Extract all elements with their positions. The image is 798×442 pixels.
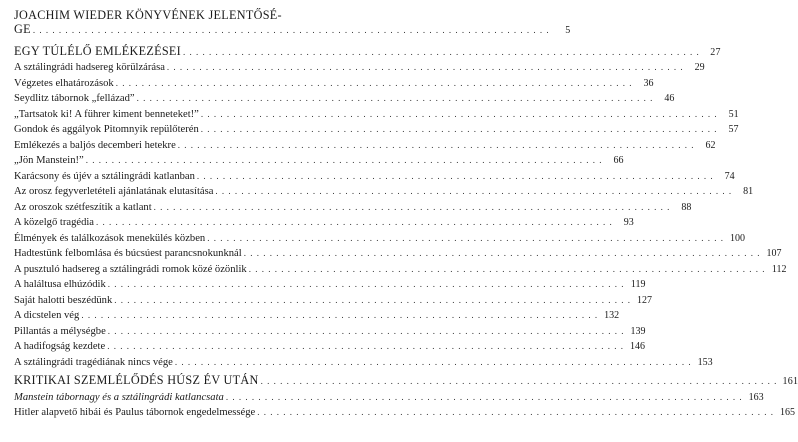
toc-chapter-title: Hitler alapvető hibái és Paulus tábornok engedelmessége [14, 407, 256, 418]
toc-part-title-continuation: GE [14, 22, 31, 36]
toc-chapter-title: „Tartsatok ki! A führer kiment benneteket!” [14, 108, 199, 120]
toc-page-number: 153 [697, 356, 713, 368]
dot-leader [33, 23, 550, 38]
toc-page-number: 29 [694, 62, 705, 73]
toc-page-number: 139 [630, 325, 646, 337]
dot-leader [81, 308, 598, 323]
toc-chapter-title: A sztálingrádi hadsereg körülzárása [14, 62, 165, 73]
toc-chapter-entry[interactable] [14, 231, 745, 247]
toc-page-number: 81 [743, 186, 754, 197]
dot-leader [261, 374, 778, 389]
toc-chapter-title: „Jön Manstein!” [14, 155, 84, 166]
toc-page-number: 119 [630, 279, 646, 290]
toc-page-number: 51 [728, 108, 739, 120]
toc-chapter-list [14, 390, 795, 421]
toc-page-number: 146 [629, 341, 645, 352]
dot-leader [197, 169, 714, 184]
toc-chapter-list [14, 60, 787, 370]
toc-page-number: 112 [771, 263, 787, 275]
toc-chapter-entry[interactable] [14, 324, 646, 340]
dot-leader [96, 215, 613, 230]
toc-chapter-title: Hadtestünk felbomlása és búcsúest parancsnokunknál [14, 248, 242, 259]
toc-page-number: 163 [748, 391, 764, 403]
toc-chapter-entry[interactable] [14, 246, 782, 262]
toc-chapter-entry[interactable] [14, 153, 624, 169]
toc-chapter-title: A haláltusa elhúzódik [14, 279, 106, 290]
toc-chapter-title: Élmények és találkozások menekülés közben [14, 232, 206, 244]
toc-page-number: 5 [565, 25, 571, 36]
toc-page-number: 93 [623, 217, 634, 228]
toc-page-number: 165 [779, 407, 795, 418]
toc-page-number: 27 [710, 46, 721, 58]
toc-chapter-title: Pillantás a mélységbe [14, 325, 106, 337]
toc-chapter-entry[interactable] [14, 262, 787, 278]
toc-page-number: 161 [782, 376, 798, 387]
toc-chapter-title: Saját halotti beszédünk [14, 294, 113, 306]
toc-chapter-entry[interactable] [14, 200, 692, 216]
toc-chapter-title: Végzetes elhatározások [14, 77, 114, 89]
toc-chapter-entry[interactable] [14, 184, 754, 200]
dot-leader [107, 339, 624, 354]
dot-leader [86, 153, 603, 168]
toc-chapter-entry[interactable] [14, 91, 675, 107]
toc-chapter-title: Manstein tábornagy és a sztálingrádi katlancsata [14, 391, 224, 403]
dot-leader [249, 262, 766, 277]
dot-leader [114, 293, 631, 308]
dot-leader [201, 107, 718, 122]
toc-chapter-entry[interactable] [14, 277, 646, 293]
toc-chapter-title: A hadifogság kezdete [14, 341, 106, 352]
toc-chapter-title: Emlékezés a baljós decemberi hetekre [14, 139, 176, 151]
toc-chapter-entry[interactable] [14, 405, 795, 421]
toc-part-entry[interactable] [14, 373, 798, 390]
toc-chapter-title: A pusztuló hadsereg a sztálingrádi romok közé özönlik [14, 263, 247, 275]
toc-chapter-entry[interactable] [14, 122, 739, 138]
table-of-contents [14, 8, 798, 421]
toc-page-number: 57 [728, 124, 739, 135]
toc-page-number: 132 [604, 310, 620, 321]
toc-chapter-title: Az oroszok szétfeszítik a katlant [14, 201, 152, 213]
dot-leader [201, 122, 718, 137]
toc-page-number: 36 [643, 77, 654, 89]
dot-leader [244, 246, 761, 261]
toc-chapter-entry[interactable] [14, 308, 620, 324]
dot-leader [175, 355, 692, 370]
toc-chapter-title: Gondok és aggályok Pitomnyik repülőterén [14, 124, 199, 135]
toc-part-title: EGY TÚLÉLŐ EMLÉKEZÉSEI [14, 43, 182, 58]
toc-page-number: 46 [664, 93, 675, 104]
toc-part-entry[interactable] [14, 43, 721, 61]
toc-chapter-title: A sztálingrádi tragédiának nincs vége [14, 356, 173, 368]
toc-page-number: 127 [637, 294, 653, 306]
dot-leader [257, 405, 774, 420]
toc-chapter-entry[interactable] [14, 355, 713, 371]
toc-part-title-line [14, 8, 392, 22]
toc-chapter-title: Karácsony és újév a sztálingrádi katlanban [14, 170, 195, 182]
toc-page-number: 74 [724, 170, 735, 182]
dot-leader [108, 324, 625, 339]
dot-leader [215, 184, 732, 199]
dot-leader [178, 138, 695, 153]
dot-leader [183, 45, 700, 60]
toc-page-number: 88 [681, 201, 692, 213]
toc-part-entry[interactable] [14, 22, 571, 39]
dot-leader [207, 231, 724, 246]
toc-chapter-entry[interactable] [14, 60, 705, 76]
toc-part-title: JOACHIM WIEDER KÖNYVÉNEK JELENTŐSÉ- [14, 8, 282, 22]
toc-chapter-entry[interactable] [14, 293, 653, 309]
toc-chapter-entry[interactable] [14, 339, 645, 355]
toc-chapter-title: Az orosz fegyverletételi ajánlatának elutasítása [14, 186, 214, 197]
dot-leader [116, 76, 633, 91]
toc-page-number: 100 [729, 232, 745, 244]
toc-chapter-entry[interactable] [14, 215, 634, 231]
toc-page-number: 107 [766, 248, 782, 259]
toc-chapter-entry[interactable] [14, 107, 739, 123]
toc-chapter-entry[interactable] [14, 138, 716, 154]
toc-chapter-title: A dicstelen vég [14, 310, 80, 321]
toc-chapter-title: Seydlitz tábornok „fellázad” [14, 93, 135, 104]
dot-leader [226, 390, 743, 405]
toc-chapter-title: A közelgő tragédia [14, 217, 95, 228]
toc-chapter-entry[interactable] [14, 390, 764, 406]
toc-part-title: KRITIKAI SZEMLÉLŐDÉS HÚSZ ÉV UTÁN [14, 373, 259, 387]
dot-leader [137, 91, 654, 106]
dot-leader [167, 60, 684, 75]
toc-page-number: 62 [705, 139, 716, 151]
dot-leader [154, 200, 671, 215]
toc-chapter-entry[interactable] [14, 169, 735, 185]
toc-page-number: 66 [613, 155, 624, 166]
toc-chapter-entry[interactable] [14, 76, 654, 92]
dot-leader [108, 277, 625, 292]
